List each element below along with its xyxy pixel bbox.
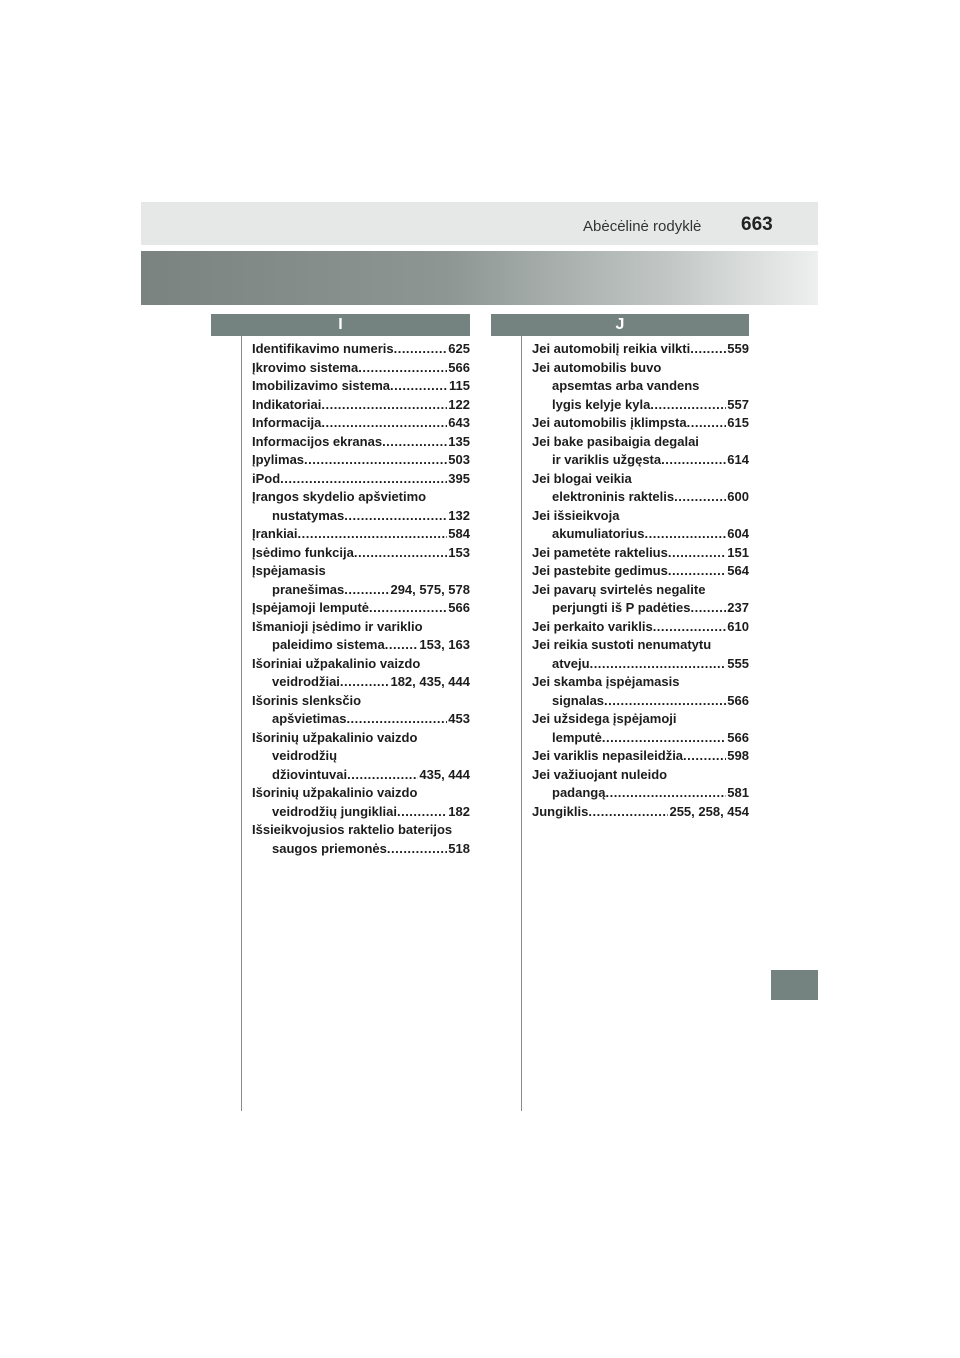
entry-text: Jei reikia sustoti nenumatytu bbox=[532, 637, 712, 652]
dot-leader bbox=[346, 710, 447, 729]
index-entry bbox=[252, 414, 470, 433]
entry-text: Informacija bbox=[252, 415, 322, 430]
index-entry bbox=[252, 544, 470, 563]
dot-leader bbox=[321, 396, 447, 415]
dot-leader bbox=[394, 340, 448, 359]
entry-text: Jei važiuojant nuleido bbox=[532, 766, 668, 782]
dot-leader bbox=[605, 784, 726, 803]
page-reference: 615 bbox=[727, 415, 749, 430]
dot-leader bbox=[340, 673, 390, 692]
page-reference: 518 bbox=[448, 840, 470, 856]
entry-text: veidrodžiai bbox=[272, 674, 340, 689]
page-reference: 153 bbox=[448, 544, 470, 560]
entry-text: Indikatoriai bbox=[252, 396, 322, 412]
entry-text: iPod bbox=[252, 470, 281, 486]
entry-text: Išoriniai užpakalinio vaizdo bbox=[252, 655, 421, 671]
entry-text: Įkrovimo sistema bbox=[252, 359, 359, 375]
index-entry bbox=[252, 729, 470, 785]
dot-leader bbox=[590, 655, 727, 674]
dot-leader bbox=[369, 599, 447, 618]
entry-text: Jei skamba įspėjamasis bbox=[532, 674, 680, 689]
entry-text: Įspėjamoji lemputė bbox=[252, 600, 370, 615]
page-reference: 584 bbox=[448, 526, 470, 541]
entry-text: Jei blogai veikia bbox=[532, 470, 632, 486]
index-entry bbox=[532, 710, 749, 747]
index-entry bbox=[532, 581, 749, 618]
index-entry bbox=[532, 618, 749, 637]
dot-leader bbox=[304, 451, 447, 470]
dot-leader bbox=[653, 618, 727, 637]
dot-leader bbox=[344, 581, 389, 600]
section-title: Abėcėlinė rodyklė bbox=[583, 218, 702, 235]
entry-text: Įrankiai bbox=[252, 526, 298, 541]
entry-text: Jei išsieikvoja bbox=[532, 507, 620, 523]
dot-leader bbox=[644, 525, 726, 544]
dot-leader bbox=[354, 544, 447, 563]
dot-leader bbox=[390, 377, 448, 396]
entry-text: ir variklis užgęsta bbox=[552, 452, 662, 467]
page-reference: 395 bbox=[448, 470, 470, 486]
entry-text: Jei užsidega įspėjamoji bbox=[532, 711, 677, 726]
index-entry bbox=[252, 562, 470, 599]
entry-text: Jei pametėte raktelius bbox=[532, 544, 668, 560]
entry-text: Išmanioji įsėdimo ir variklio bbox=[252, 618, 423, 634]
entry-text: Išorinis slenksčio bbox=[252, 692, 362, 708]
entry-text: atveju bbox=[552, 655, 590, 671]
entry-text: veidrodžių bbox=[272, 748, 338, 763]
index-entry bbox=[252, 692, 470, 729]
page-reference: 566 bbox=[727, 692, 749, 708]
index-entry bbox=[252, 433, 470, 452]
entry-text: Jei bake pasibaigia degalai bbox=[532, 433, 699, 449]
dot-leader bbox=[690, 599, 726, 618]
entry-text: Jei pavarų svirtelės negalite bbox=[532, 581, 706, 597]
dot-leader bbox=[683, 747, 726, 766]
entry-text: padangą bbox=[552, 785, 606, 800]
index-entry bbox=[532, 803, 749, 822]
dot-leader bbox=[344, 507, 447, 526]
dot-leader bbox=[668, 562, 726, 581]
page-reference: 564 bbox=[727, 563, 749, 578]
entry-text: Jei variklis nepasileidžia bbox=[532, 748, 684, 763]
dot-leader bbox=[588, 803, 668, 822]
dot-leader bbox=[385, 636, 419, 655]
column-heading-i: I bbox=[211, 314, 470, 336]
entry-text: Jei pastebite gedimus bbox=[532, 563, 668, 578]
entry-text: saugos priemonės bbox=[272, 840, 387, 856]
dot-leader bbox=[358, 359, 447, 378]
column-heading-j: J bbox=[491, 314, 749, 336]
page-reference: 643 bbox=[448, 415, 470, 430]
entry-text: signalas bbox=[552, 692, 605, 708]
page-reference: 153, 163 bbox=[419, 637, 470, 652]
page-reference: 115 bbox=[449, 378, 470, 393]
index-entry bbox=[532, 747, 749, 766]
index-entry bbox=[252, 618, 470, 655]
page-reference: 555 bbox=[727, 655, 749, 671]
page-reference: 581 bbox=[727, 785, 749, 800]
index-entry bbox=[252, 488, 470, 525]
index-entry bbox=[252, 655, 470, 692]
page-reference: 182, 435, 444 bbox=[390, 674, 470, 689]
dot-leader bbox=[602, 729, 726, 748]
page-reference: 625 bbox=[448, 341, 470, 356]
dot-leader bbox=[687, 414, 727, 433]
page-reference: 132 bbox=[448, 507, 470, 523]
entry-text: Informacijos ekranas bbox=[252, 433, 383, 449]
page-reference: 255, 258, 454 bbox=[669, 803, 749, 819]
page-reference: 559 bbox=[727, 341, 749, 356]
entry-text: Identifikavimo numeris bbox=[252, 341, 394, 356]
index-entry bbox=[252, 396, 470, 415]
page-reference: 566 bbox=[448, 600, 470, 615]
entry-text: Išsieikvojusios raktelio baterijos bbox=[252, 822, 453, 837]
index-entry bbox=[532, 562, 749, 581]
page-reference: 557 bbox=[727, 396, 749, 412]
index-column-j bbox=[532, 340, 749, 821]
index-entry bbox=[252, 525, 470, 544]
index-entry bbox=[532, 414, 749, 433]
page-reference: 614 bbox=[727, 452, 749, 467]
index-entry bbox=[252, 451, 470, 470]
header-gradient-band bbox=[141, 251, 818, 305]
entry-text: Įrangos skydelio apšvietimo bbox=[252, 489, 427, 504]
entry-text: apsemtas arba vandens bbox=[552, 378, 700, 393]
page-reference: 598 bbox=[727, 748, 749, 763]
entry-text: akumuliatorius bbox=[552, 526, 645, 541]
entry-text: Įspėjamasis bbox=[252, 563, 326, 578]
index-entry bbox=[252, 784, 470, 821]
index-entry bbox=[532, 507, 749, 544]
index-entry bbox=[252, 359, 470, 378]
page-reference: 566 bbox=[727, 729, 749, 745]
entry-text: lemputė bbox=[552, 729, 602, 745]
index-entry bbox=[532, 470, 749, 507]
index-entry bbox=[532, 544, 749, 563]
entry-text: Įpylimas bbox=[252, 452, 305, 467]
dot-leader bbox=[661, 451, 726, 470]
index-entry bbox=[532, 673, 749, 710]
entry-text: paleidimo sistema bbox=[272, 637, 385, 652]
dot-leader bbox=[604, 692, 726, 711]
entry-text: Išorinių užpakalinio vaizdo bbox=[252, 785, 418, 800]
entry-text: nustatymas bbox=[272, 507, 345, 523]
page-number: 663 bbox=[741, 214, 773, 235]
index-entry bbox=[252, 470, 470, 489]
page-reference: 600 bbox=[727, 489, 749, 504]
page-reference: 566 bbox=[448, 359, 470, 375]
dot-leader bbox=[690, 340, 726, 359]
dot-leader bbox=[280, 470, 447, 489]
index-entry bbox=[532, 359, 749, 415]
page-reference: 610 bbox=[727, 618, 749, 634]
index-entry bbox=[252, 377, 470, 396]
entry-text: Išorinių užpakalinio vaizdo bbox=[252, 729, 418, 745]
index-entry bbox=[532, 433, 749, 470]
entry-text: Įsėdimo funkcija bbox=[252, 544, 354, 560]
header-bar bbox=[141, 202, 818, 245]
entry-text: apšvietimas bbox=[272, 711, 347, 726]
column-divider bbox=[521, 336, 522, 1111]
page-reference: 151 bbox=[727, 544, 749, 560]
page-reference: 294, 575, 578 bbox=[390, 581, 470, 597]
page-reference: 435, 444 bbox=[419, 766, 470, 782]
page-reference: 237 bbox=[727, 600, 749, 615]
entry-text: Jungiklis bbox=[532, 803, 589, 819]
dot-leader bbox=[387, 840, 447, 859]
entry-text: veidrodžių jungikliai bbox=[272, 803, 397, 819]
entry-text: pranešimas bbox=[272, 581, 345, 597]
entry-text: Jei perkaito variklis bbox=[532, 618, 653, 634]
index-entry bbox=[532, 766, 749, 803]
page-reference: 135 bbox=[448, 433, 470, 449]
page-reference: 503 bbox=[448, 452, 470, 467]
dot-leader bbox=[321, 414, 447, 433]
index-entry bbox=[252, 821, 470, 858]
page-reference: 122 bbox=[448, 396, 470, 412]
index-entry bbox=[252, 340, 470, 359]
entry-text: lygis kelyje kyla bbox=[552, 396, 651, 412]
dot-leader bbox=[650, 396, 726, 415]
entry-text: Jei automobilis buvo bbox=[532, 359, 662, 375]
chapter-tab bbox=[771, 970, 818, 1000]
entry-text: elektroninis raktelis bbox=[552, 489, 675, 504]
index-entry bbox=[532, 340, 749, 359]
dot-leader bbox=[674, 488, 726, 507]
index-entry bbox=[252, 599, 470, 618]
entry-text: Jei automobilis įklimpsta bbox=[532, 415, 687, 430]
index-column-i bbox=[252, 340, 470, 858]
entry-text: Imobilizavimo sistema bbox=[252, 378, 390, 393]
column-divider bbox=[241, 336, 242, 1111]
index-entry bbox=[532, 636, 749, 673]
entry-text: Jei automobilį reikia vilkti bbox=[532, 341, 691, 356]
dot-leader bbox=[397, 803, 447, 822]
page-reference: 453 bbox=[448, 711, 470, 726]
page-reference: 182 bbox=[448, 803, 470, 819]
entry-text: džiovintuvai bbox=[272, 766, 348, 782]
page-reference: 604 bbox=[727, 526, 749, 541]
entry-text: perjungti iš P padėties bbox=[552, 600, 691, 615]
dot-leader bbox=[347, 766, 418, 785]
dot-leader bbox=[668, 544, 726, 563]
dot-leader bbox=[298, 525, 448, 544]
dot-leader bbox=[382, 433, 447, 452]
